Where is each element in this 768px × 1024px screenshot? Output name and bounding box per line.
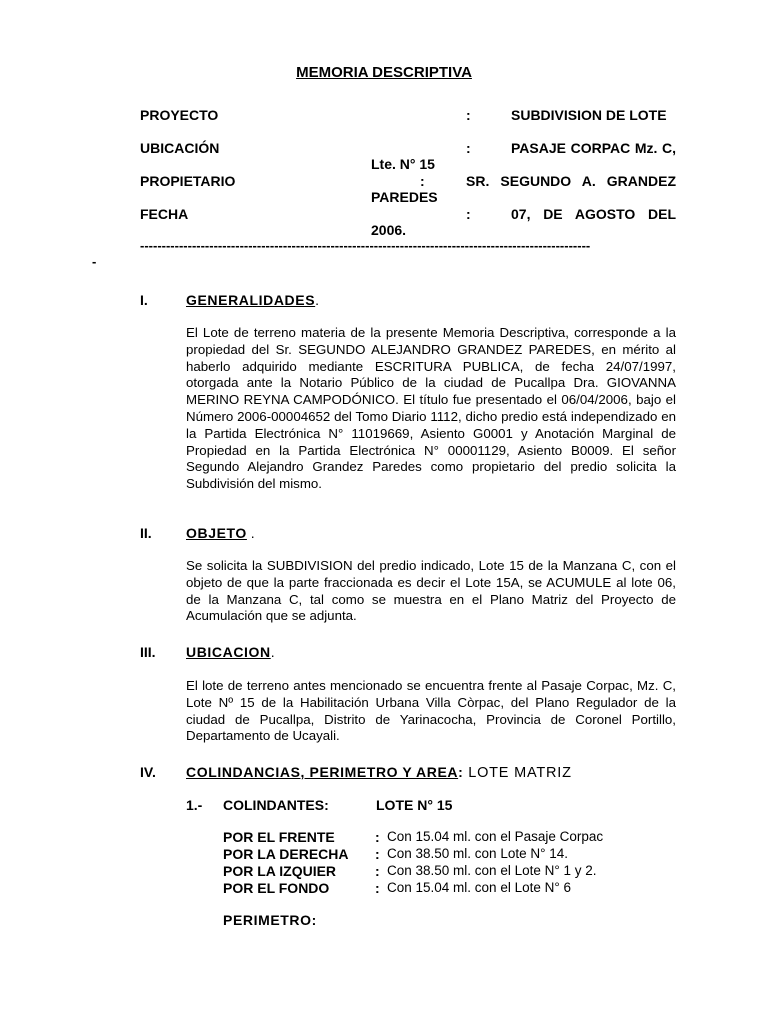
section-title-text: OBJETO <box>186 525 247 541</box>
boundary-label: POR LA IZQUIER <box>223 863 337 879</box>
boundary-label: POR EL FRENTE <box>223 829 335 845</box>
separator-tail: - <box>92 254 97 269</box>
document-title: MEMORIA DESCRIPTIVA <box>296 64 472 81</box>
header-label: UBICACIÓN <box>140 140 220 156</box>
header-value: SR. SEGUNDO A. GRANDEZ PAREDES <box>371 173 676 205</box>
section-number: III. <box>140 644 156 660</box>
subsection-number: 1.- <box>186 797 203 813</box>
header-row-proyecto <box>140 107 675 141</box>
section-title-colindancias <box>186 764 572 781</box>
section-title-ubicacion <box>186 644 275 660</box>
boundary-colon: : <box>375 829 380 845</box>
section-title-suffix: . <box>315 292 320 308</box>
header-row-fecha <box>140 206 675 240</box>
header-colon: : <box>466 140 471 156</box>
section-number: IV. <box>140 764 156 780</box>
boundary-label: POR LA DERECHA <box>223 846 349 862</box>
section-number: II. <box>140 525 152 541</box>
boundary-colon: : <box>375 846 380 862</box>
header-colon: : <box>466 206 471 222</box>
header-colon: : <box>420 173 425 189</box>
boundary-value: Con 38.50 ml. con Lote N° 14. <box>387 846 569 861</box>
header-label: PROPIETARIO <box>140 173 236 189</box>
header-label: PROYECTO <box>140 107 219 123</box>
perimetro-heading: PERIMETRO: <box>223 912 317 928</box>
section-title-text: UBICACION <box>186 644 271 660</box>
section-body-objeto: Se solicita la SUBDIVISION del predio indicado, Lote 15 de la Manzana C, con el objeto de que la parte fraccionada es decir el Lote 15A, se ACUMULE al lote 06, de la Manzana C, tal como se muestra en el Plano Matriz del Proyecto de Acumulación que se adjunta. <box>186 558 676 624</box>
boundary-value: Con 15.04 ml. con el Lote N° 6 <box>387 880 572 895</box>
section-title-extra: LOTE MATRIZ <box>463 765 572 781</box>
header-value: 07, DE AGOSTO DEL 2006. <box>371 206 676 238</box>
section-title-text: COLINDANCIAS, PERIMETRO Y AREA <box>186 764 459 780</box>
subsection-label: COLINDANTES: <box>223 797 329 813</box>
section-body-generalidades: El Lote de terreno materia de la presente Memoria Descriptiva, corresponde a la propiedad del Sr. SEGUNDO ALEJANDRO GRANDEZ PAREDES, en mérito al haberlo adquirido mediante ESCRITURA PUBLICA, de fecha 24/07/1997, otorgada ante la Notario Público de la ciudad de Pucallpa Dra. GIOVANNA MERINO REYNA CAMPODÓNICO. El título fue presentado el 06/04/2006, bajo el Número 2006-00004652 del Tomo Diario 1112, dicho predio está independizado en la Partida Electrónica N° 11019669, Asiento G0001 y Anotación Marginal de Propiedad en la Partida Electrónica N° 00001129, Asiento B0009. El señor Segundo Alejandro Grandez Paredes como propietario del predio solicita la Subdivisión del mismo. <box>186 325 676 492</box>
section-title-objeto <box>186 525 255 541</box>
boundary-value: Con 15.04 ml. con el Pasaje Corpac <box>387 829 604 844</box>
boundary-colon: : <box>375 880 380 896</box>
section-title-text: GENERALIDADES <box>186 292 316 308</box>
section-title-suffix: . <box>246 525 255 541</box>
section-body-ubicacion: El lote de terreno antes mencionado se encuentra frente al Pasaje Corpac, Mz. C, Lote Nº 15 de la Habilitación Urbana Villa Còrpac, del Plano Regulador de la ciudad de Pucallpa, Distrito de Yarinacocha, Provincia de Coronel Portillo, Departamento de Ucayali. <box>186 678 676 744</box>
header-row-propietario <box>140 173 675 207</box>
separator-line: -------------------------------------------------------------------------------------------------------- <box>140 238 591 253</box>
header-value: PASAJE CORPAC Mz. C, Lte. N° 15 <box>371 140 676 172</box>
subsection-lote: LOTE N° 15 <box>376 797 453 813</box>
boundary-colon: : <box>375 863 380 879</box>
section-title-suffix: : <box>458 764 464 780</box>
header-label: FECHA <box>140 206 189 222</box>
section-title-suffix: . <box>270 644 275 660</box>
header-colon: : <box>466 107 471 123</box>
section-number: I. <box>140 292 148 308</box>
boundary-value: Con 38.50 ml. con el Lote N° 1 y 2. <box>387 863 597 878</box>
boundary-label: POR EL FONDO <box>223 880 330 896</box>
header-row-ubicacion <box>140 140 675 174</box>
header-value: SUBDIVISION DE LOTE <box>511 107 667 123</box>
section-title-generalidades <box>186 292 319 308</box>
